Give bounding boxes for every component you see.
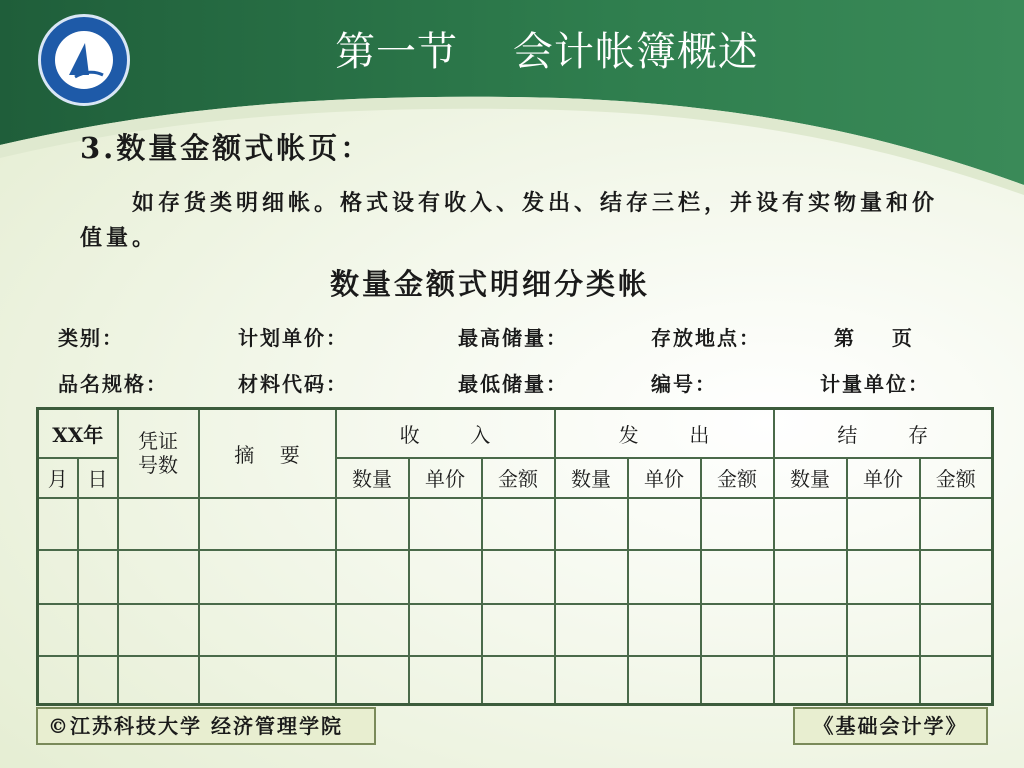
table-row — [38, 604, 993, 656]
header-in-qty: 数量 — [336, 458, 409, 498]
slide-title: 第一节 会计帐簿概述 — [335, 29, 759, 75]
header-in-price: 单价 — [409, 458, 482, 498]
header-day: 日 — [78, 458, 118, 498]
footer-institution: ©江苏科技大学 经济管理学院 — [36, 707, 376, 745]
field-min-stock: 最低储量： — [458, 372, 568, 396]
field-spec: 品名规格： — [58, 372, 168, 396]
ledger-title: 数量金额式明细分类帐 — [329, 267, 650, 301]
header-out-amount: 金额 — [701, 458, 774, 498]
section-heading: 3.数量金额式帐页： — [80, 131, 373, 165]
header-year: XX年 — [38, 409, 118, 458]
header-group-balance: 结 存 — [774, 409, 993, 458]
field-storage-location: 存放地点： — [651, 326, 761, 350]
field-category: 类别： — [58, 326, 124, 350]
header-in-amount: 金额 — [482, 458, 555, 498]
section-paragraph: 如存货类明细帐。格式设有收入、发出、结存三栏，并设有实物量和价值量。 — [80, 190, 939, 251]
field-unit: 计量单位： — [820, 372, 930, 396]
header-out-qty: 数量 — [555, 458, 628, 498]
header-month: 月 — [38, 458, 78, 498]
header-out-price: 单价 — [628, 458, 701, 498]
footer-course: 《基础会计学》 — [793, 707, 988, 745]
ledger-table — [36, 407, 994, 706]
field-number: 编号： — [651, 372, 717, 396]
header-group-out: 发 出 — [555, 409, 774, 458]
field-page: 第 页 — [834, 326, 914, 350]
field-max-stock: 最高储量： — [458, 326, 568, 350]
table-row — [38, 550, 993, 604]
header-group-in: 收 入 — [336, 409, 555, 458]
header-voucher: 凭证 号数 — [118, 409, 199, 498]
header-bal-amount: 金额 — [920, 458, 993, 498]
field-material-code: 材料代码： — [238, 372, 348, 396]
field-planned-price: 计划单价： — [238, 326, 348, 350]
table-row — [38, 498, 993, 550]
header-bal-price: 单价 — [847, 458, 920, 498]
table-row — [38, 656, 993, 705]
header-summary: 摘 要 — [199, 409, 336, 498]
header-bal-qty: 数量 — [774, 458, 847, 498]
